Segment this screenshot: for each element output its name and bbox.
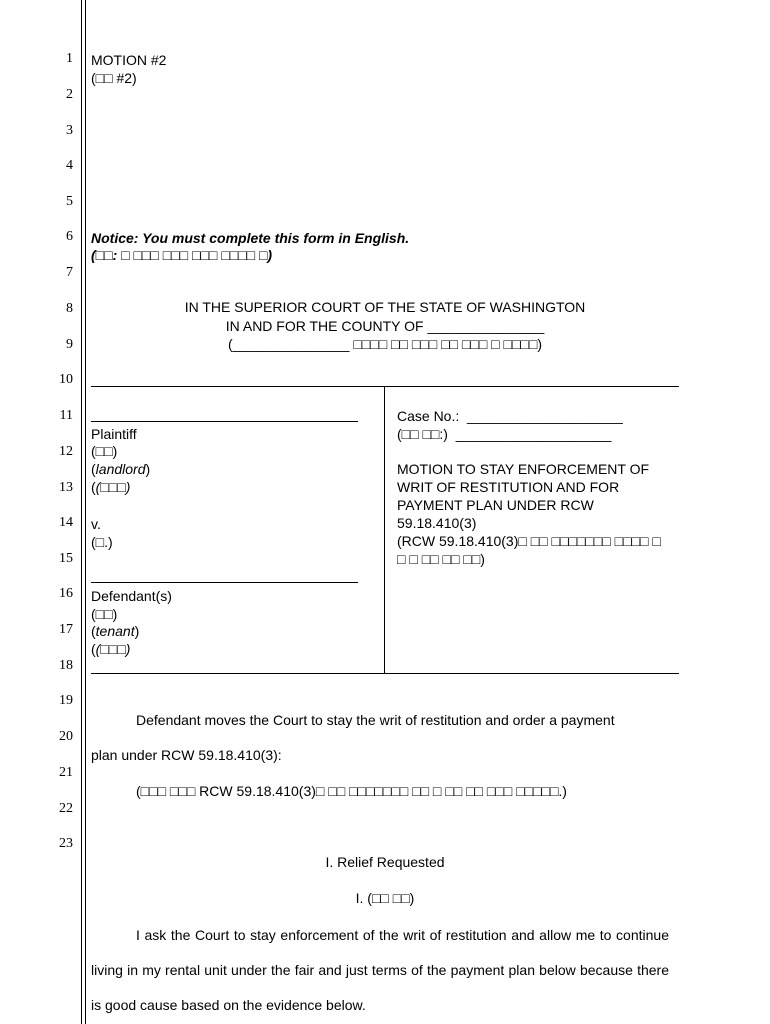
versus-label: v. bbox=[91, 516, 101, 532]
line-number: 7 bbox=[66, 265, 73, 280]
line-number: 21 bbox=[59, 765, 73, 780]
case-number-field-korean: (□□ □□:) ____________________ bbox=[397, 426, 612, 442]
line-number: 11 bbox=[59, 408, 73, 423]
notice-korean: (□□: □ □□□ □□□ □□□ □□□□ □) bbox=[91, 247, 273, 263]
line-number: 22 bbox=[59, 801, 73, 816]
line-number: 17 bbox=[59, 622, 73, 637]
motion-title-line-5: (RCW 59.18.410(3)□ □□ □□□□□□□ □□□□ □ bbox=[397, 533, 661, 549]
intro-paragraph-line-2: plan under RCW 59.18.410(3): bbox=[91, 747, 282, 763]
plaintiff-label-korean: (□□) bbox=[91, 443, 118, 459]
line-number: 1 bbox=[66, 51, 73, 66]
motion-number: MOTION #2 bbox=[91, 52, 167, 68]
line-number: 6 bbox=[66, 229, 73, 244]
tenant-label: (tenant) bbox=[91, 623, 140, 639]
motion-number-korean: (□□ #2) bbox=[91, 70, 137, 86]
line-number: 4 bbox=[66, 158, 73, 173]
line-number: 18 bbox=[59, 658, 73, 673]
landlord-label-korean: ((□□□) bbox=[91, 479, 131, 495]
caption-divider bbox=[384, 386, 385, 674]
tenant-label-korean: ((□□□) bbox=[91, 641, 131, 657]
intro-paragraph-korean: (□□□ □□□ RCW 59.18.410(3)□ □□ □□□□□□□ □□ □ □□ □□ □□□ □□□□□.) bbox=[136, 783, 567, 799]
line-number: 20 bbox=[59, 729, 73, 744]
court-title-line-3: (_______________ □□□□ □□ □□□ □□ □□□ □ □□□□) bbox=[227, 336, 542, 352]
line-number: 15 bbox=[59, 551, 73, 566]
landlord-label: (landlord) bbox=[91, 461, 151, 477]
defendant-label: Defendant(s) bbox=[91, 588, 172, 604]
line-number: 5 bbox=[66, 194, 73, 209]
line-number: 2 bbox=[66, 87, 73, 102]
section-heading: I. Relief Requested bbox=[325, 854, 445, 870]
plaintiff-label: Plaintiff bbox=[91, 426, 137, 442]
motion-title-line-4: 59.18.410(3) bbox=[397, 515, 477, 531]
motion-title-line-3: PAYMENT PLAN UNDER RCW bbox=[397, 497, 594, 513]
notice-english: Notice: You must complete this form in English. bbox=[91, 230, 410, 246]
court-title-line-2: IN AND FOR THE COUNTY OF _______________ bbox=[225, 318, 545, 334]
caption-bottom-rule bbox=[91, 673, 679, 674]
line-number: 16 bbox=[59, 586, 73, 601]
versus-label-korean: (□.) bbox=[91, 534, 113, 550]
caption-top-rule bbox=[91, 386, 679, 387]
line-number: 3 bbox=[66, 123, 73, 138]
case-number-field: Case No.: ____________________ bbox=[397, 408, 623, 424]
intro-paragraph-line-1: Defendant moves the Court to stay the writ of restitution and order a payment bbox=[136, 712, 615, 728]
court-title-line-1: IN THE SUPERIOR COURT OF THE STATE OF WASHINGTON bbox=[184, 299, 586, 315]
line-number: 9 bbox=[66, 337, 73, 352]
motion-title-line-6: □ □ □□ □□ □□) bbox=[397, 551, 485, 567]
line-number: 12 bbox=[59, 444, 73, 459]
motion-title-line-1: MOTION TO STAY ENFORCEMENT OF bbox=[397, 461, 650, 477]
line-number: 13 bbox=[59, 480, 73, 495]
motion-title-line-2: WRIT OF RESTITUTION AND FOR bbox=[397, 479, 620, 495]
line-number: 23 bbox=[59, 836, 73, 851]
section-heading-korean: I. (□□ □□) bbox=[355, 890, 415, 906]
defendant-name-blank bbox=[91, 582, 358, 583]
defendant-label-korean: (□□) bbox=[91, 606, 118, 622]
line-number: 19 bbox=[59, 693, 73, 708]
relief-paragraph: I ask the Court to stay enforcement of the writ of restitution and allow me to continue living in my rental unit under the fair and just terms of the payment plan below because there is good cause based on the evidence below. bbox=[91, 927, 669, 1013]
line-number: 10 bbox=[59, 372, 73, 387]
plaintiff-name-blank bbox=[91, 421, 358, 422]
line-number: 8 bbox=[66, 301, 73, 316]
line-number: 14 bbox=[59, 515, 73, 530]
